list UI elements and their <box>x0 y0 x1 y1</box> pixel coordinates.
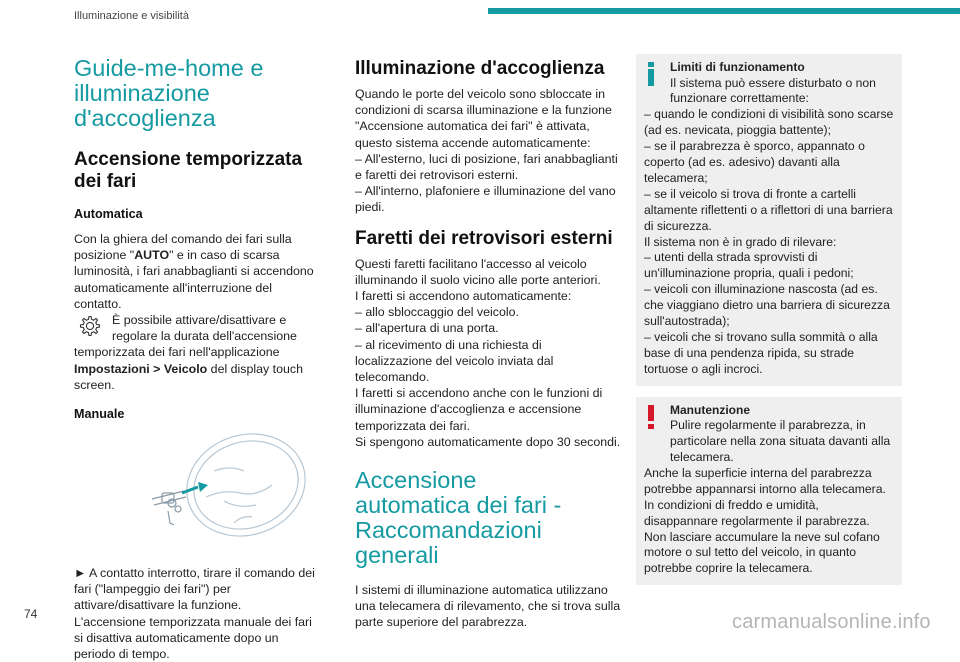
manuale-paragraph-1: ► A contatto interrotto, tirare il comando dei fari ("lampeggio dei fari") per attivare/disattivare la funzione. <box>74 566 315 613</box>
watermark: carmanualsonline.info <box>732 611 931 633</box>
warning-box-title: Manutenzione <box>670 402 750 417</box>
column-left <box>74 56 320 662</box>
info-line-1: Il sistema può essere disturbato o non funzionare correttamente: <box>670 75 876 106</box>
warning-exclamation-icon <box>644 405 658 429</box>
accoglienza-paragraph-3: – All'interno, plafoniere e illuminazione del vano piedi. <box>355 184 616 215</box>
section-title-faretti-retrovisori: Faretti dei retrovisori esterni <box>355 227 613 249</box>
warning-box-manutenzione <box>636 397 902 586</box>
manuale-heading: Manuale <box>74 407 125 422</box>
automatica-text-post: " e in caso di scarsa luminosità, i fari anabbaglianti si accendono automaticamente all'interruzione del contatto. <box>74 248 314 311</box>
info-line-4: – se il veicolo si trova di fronte a cartelli altamente riflettenti o a riflettori di una barriera di sicurezza. <box>644 186 893 233</box>
manuale-paragraph-2: L'accensione temporizzata manuale dei fari si disattiva automaticamente dopo un periodo di tempo. <box>74 614 312 662</box>
column-right <box>636 54 902 585</box>
header-accent-bar <box>488 8 960 14</box>
info-box-title: Limiti di funzionamento <box>670 60 805 74</box>
info-line-6: – utenti della strada sprovvisti di un'illuminazione propria, quali i pedoni; <box>644 250 854 281</box>
warning-line-1: Pulire regolarmente il parabrezza, in particolare nella zona situata davanti alla telecamera. <box>670 418 891 465</box>
accoglienza-paragraph-2: – All'esterno, luci di posizione, fari anabbaglianti e faretti dei retrovisori esterni. <box>355 151 618 183</box>
faretti-text <box>355 256 621 450</box>
faretti-paragraph-6: I faretti si accendono anche con le funzioni di illuminazione d'accoglienza e accensione temporizzata dei fari. <box>355 386 603 433</box>
gear-text-post: del display touch screen. <box>74 361 303 392</box>
gear-text-pre: È possibile attivare/disattivare e regolare la durata dell'accensione temporizzata dei fari nell'applicazione <box>74 313 297 360</box>
page-title: Guide-me-home e illuminazione d'accoglienza <box>74 55 264 131</box>
faretti-paragraph-7: Si spengono automaticamente dopo 30 secondi. <box>355 434 621 449</box>
info-box-limiti <box>636 54 902 386</box>
automatica-heading: Automatica <box>74 207 143 221</box>
accoglienza-text <box>355 86 621 216</box>
automatica-paragraph <box>74 231 320 312</box>
warning-line-2: Anche la superficie interna del parabrezza potrebbe appannarsi intorno alla telecamera. In condizioni di freddo e umidità, disappannare regolarmente il parabrezza. <box>644 465 886 528</box>
settings-gear-icon <box>74 312 108 344</box>
warning-line-3: Non lasciare accumulare la neve sul cofano motore o sul tetto del veicolo, in quanto potrebbe coprire la telecamera. <box>644 529 880 576</box>
accoglienza-paragraph-1: Quando le porte del veicolo sono sbloccate in condizioni di scarsa illuminazione e la funzione "Accensione automatica dei fari" è attivata, questo sistema accende automaticamente: <box>355 87 612 150</box>
gear-paragraph <box>74 312 320 393</box>
faretti-paragraph-3: – allo sbloccaggio del veicolo. <box>355 305 519 320</box>
info-icon <box>644 62 658 86</box>
info-line-3: – se il parabrezza è sporco, appannato o coperto (ad es. adesivo) davanti alla telecamera; <box>644 139 865 185</box>
info-line-7: – veicoli con illuminazione nascosta (ad es. che viaggiano dietro una barriera di sicurezza sull'autostrada); <box>644 282 890 329</box>
faretti-paragraph-5: – al ricevimento di una richiesta di localizzazione del veicolo inviata dal telecomando. <box>355 337 554 385</box>
info-line-8: – veicoli che si trovano sulla sommità o alla base di una pendenza ripida, su strade tortuose o agli incroci. <box>644 330 878 376</box>
auto-keyword: AUTO <box>134 248 170 263</box>
section-title-illuminazione-accoglienza: Illuminazione d'accoglienza <box>355 58 605 79</box>
info-line-5: Il sistema non è in grado di rilevare: <box>644 234 837 249</box>
running-header: Illuminazione e visibilità <box>74 10 189 22</box>
settings-path: Impostazioni > Veicolo <box>74 361 208 376</box>
column-middle <box>355 58 621 631</box>
section-title-accensione-temporizzata: Accensione temporizzata dei fari <box>74 149 303 192</box>
steering-column-illustration <box>74 431 320 559</box>
faretti-paragraph-1: Questi faretti facilitano l'accesso al veicolo illuminando il suolo vicino alle porte anteriori. <box>355 256 601 287</box>
info-line-2: – quando le condizioni di visibilità sono scarse (ad es. nevicata, pioggia battente); <box>644 107 894 138</box>
section-title-accensione-automatica: Accensione automatica dei fari - Raccomandazioni generali <box>355 467 562 569</box>
faretti-paragraph-4: – all'apertura di una porta. <box>355 321 499 336</box>
accensione-automatica-paragraph: I sistemi di illuminazione automatica utilizzano una telecamera di rilevamento, che si trova sulla parte superiore del parabrezza. <box>355 583 621 630</box>
faretti-paragraph-2: I faretti si accendono automaticamente: <box>355 289 572 304</box>
automatica-text-pre: Con la ghiera del comando dei fari sulla posizione " <box>74 232 292 263</box>
page-number: 74 <box>24 607 38 621</box>
